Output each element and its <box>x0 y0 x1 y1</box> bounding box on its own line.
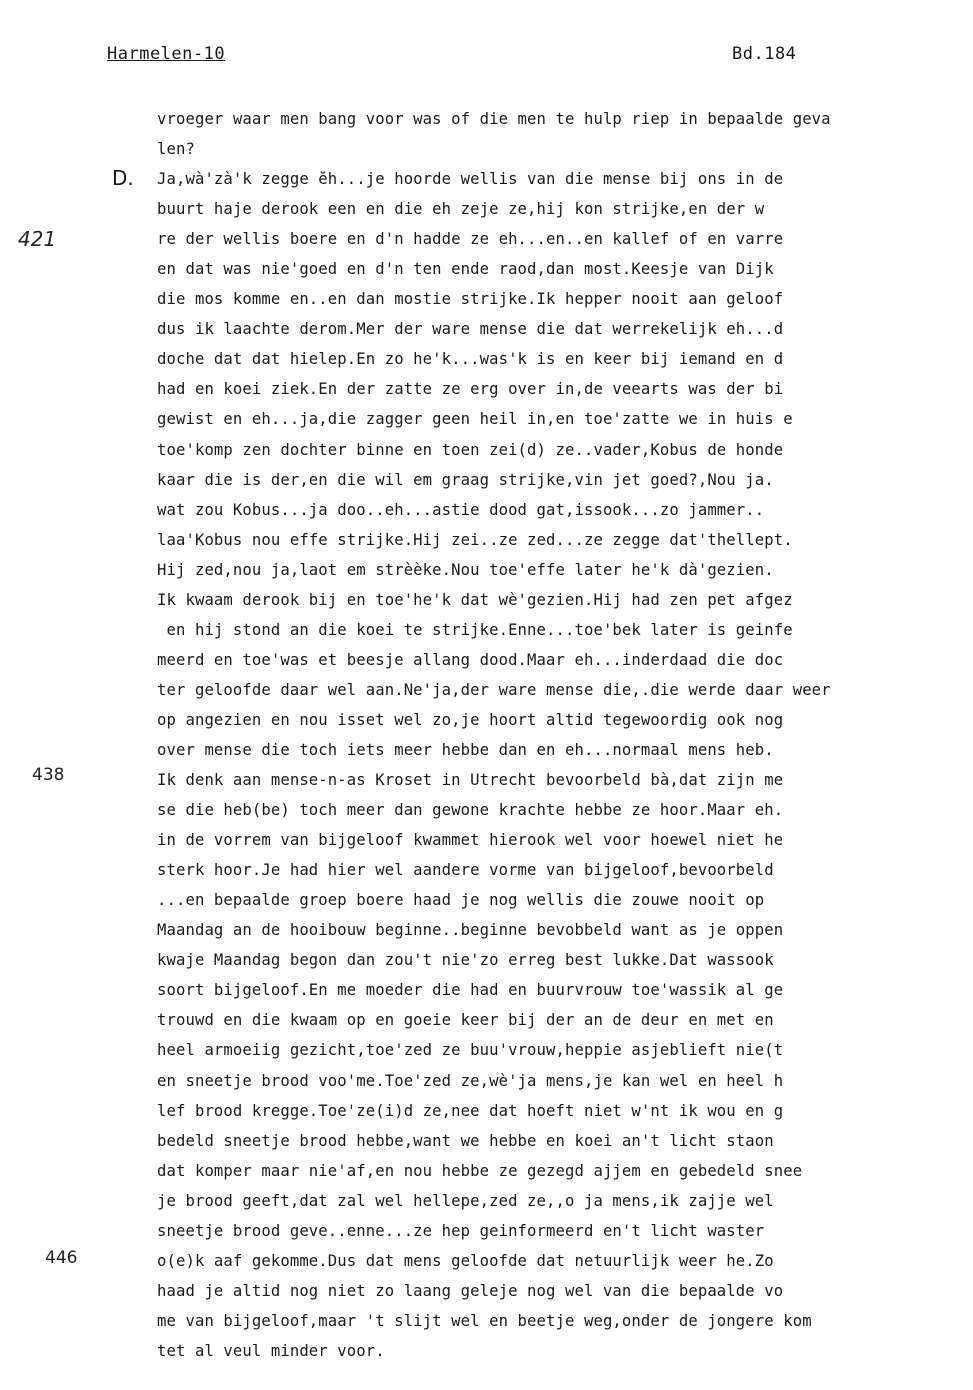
text-line: lef brood kregge.Toe'ze(i)d ze,nee dat hoeft niet w'nt ik wou en g <box>157 1101 784 1120</box>
text-line: over mense die toch iets meer hebbe dan en eh...normaal mens heb. <box>157 740 774 759</box>
text-line: o(e)k aaf gekomme.Dus dat mens geloofde dat netuurlijk weer he.Zo <box>157 1251 774 1270</box>
text-line: je brood geeft,dat zal wel hellepe,zed ze,,o ja mens,ik zajje wel <box>157 1191 774 1210</box>
speaker-mark: D. <box>112 166 134 190</box>
text-line: had en koei ziek.En der zatte ze erg over in,de veearts was der bi <box>157 380 784 399</box>
text-line: laa'Kobus nou effe strijke.Hij zei..ze zed...ze zegge dat'thellept. <box>157 530 793 549</box>
text-line: sneetje brood geve..enne...ze hep geinformeerd en't licht waster <box>157 1221 765 1240</box>
margin-note-421: 421 <box>18 227 57 251</box>
text-line: se die heb(be) toch meer dan gewone krachte hebbe ze hoor.Maar eh. <box>157 801 784 820</box>
text-line: sterk hoor.Je had hier wel aandere vorme van bijgeloof,bevoorbeld <box>157 861 774 880</box>
text-line: len? <box>157 140 195 159</box>
text-line: wat zou Kobus...ja doo..eh...astie dood gat,issook...zo jammer.. <box>157 500 765 519</box>
text-line: haad je altid nog niet zo laang geleje nog wel van die bepaalde vo <box>157 1281 784 1300</box>
text-line: kaar die is der,en die wil em graag strijke,vin jet goed?,Nou ja. <box>157 470 774 489</box>
margin-note-438: 438 <box>32 765 65 785</box>
text-line: me van bijgeloof,maar 't slijt wel en beetje weg,onder de jongere kom <box>157 1311 812 1330</box>
text-line: tet al veul minder voor. <box>157 1341 385 1360</box>
text-line: bedeld sneetje brood hebbe,want we hebbe en koei an't licht staon <box>157 1131 774 1150</box>
text-line: doche dat dat hielep.En zo he'k...was'k is en keer bij iemand en d <box>157 350 784 369</box>
text-line: trouwd en die kwaam op en goeie keer bij der an de deur en met en <box>157 1011 774 1030</box>
text-line: dus ik laachte derom.Mer der ware mense die dat werrekelijk eh...d <box>157 320 784 339</box>
text-line: soort bijgeloof.En me moeder die had en buurvrouw toe'wassik al ge <box>157 981 784 1000</box>
text-line: ter geloofde daar wel aan.Ne'ja,der ware mense die,.die werde daar weer <box>157 680 831 699</box>
text-line: dat komper maar nie'af,en nou hebbe ze gezegd ajjem en gebedeld snee <box>157 1161 803 1180</box>
text-line: op angezien en nou isset wel zo,je hoort altid tegewoordig ook nog <box>157 710 784 729</box>
text-line: en dat was nie'goed en d'n ten ende raod,dan most.Keesje van Dijk <box>157 260 774 279</box>
text-line: Maandag an de hooibouw beginne..beginne bevobbeld want as je oppen <box>157 921 784 940</box>
text-line: en sneetje brood voo'me.Toe'zed ze,wè'ja mens,je kan wel en heel h <box>157 1071 784 1090</box>
text-line: in de vorrem van bijgeloof kwammet hierook wel voor hoewel niet he <box>157 831 784 850</box>
margin-note-446: 446 <box>45 1248 78 1268</box>
text-line: re der wellis boere en d'n hadde ze eh...en..en kallef of en varre <box>157 230 784 249</box>
text-line: Ik kwaam derook bij en toe'he'k dat wè'gezien.Hij had zen pet afgez <box>157 590 793 609</box>
text-line: heel armoeiig gezicht,toe'zed ze buu'vrouw,heppie asjeblieft nie(t <box>157 1041 784 1060</box>
text-line: en hij stond an die koei te strijke.Enne...toe'bek later is geinfe <box>157 620 793 639</box>
header-place-page: Harmelen-10 <box>107 44 226 64</box>
text-line: Ja,wà'zà'k zegge ĕh...je hoorde wellis van die mense bij ons in de <box>157 170 784 189</box>
transcript-body <box>157 104 973 1366</box>
text-line: gewist en eh...ja,die zagger geen heil in,en toe'zatte we in huis e <box>157 410 793 429</box>
header-volume-page: Bd.184 <box>732 44 797 64</box>
text-line: Ik denk aan mense-n-as Kroset in Utrecht bevoorbeld bà,dat zijn me <box>157 771 784 790</box>
text-line: Hij zed,nou ja,laot em strèèke.Nou toe'effe later he'k dà'gezien. <box>157 560 774 579</box>
text-line: toe'komp zen dochter binne en toen zei(d) ze..vader,Kobus de honde <box>157 440 784 459</box>
text-line: die mos komme en..en dan mostie strijke.Ik hepper nooit aan geloof <box>157 290 784 309</box>
text-line: vroeger waar men bang voor was of die men te hulp riep in bepaalde geva <box>157 110 831 128</box>
text-line: kwaje Maandag begon dan zou't nie'zo erreg best lukke.Dat wassook <box>157 951 774 970</box>
text-line: meerd en toe'was et beesje allang dood.Maar eh...inderdaad die doc <box>157 650 784 669</box>
text-line: ...en bepaalde groep boere haad je nog wellis die zouwe nooit op <box>157 891 765 910</box>
text-line: buurt haje derook een en die eh zeje ze,hij kon strijke,en der w <box>157 200 765 219</box>
